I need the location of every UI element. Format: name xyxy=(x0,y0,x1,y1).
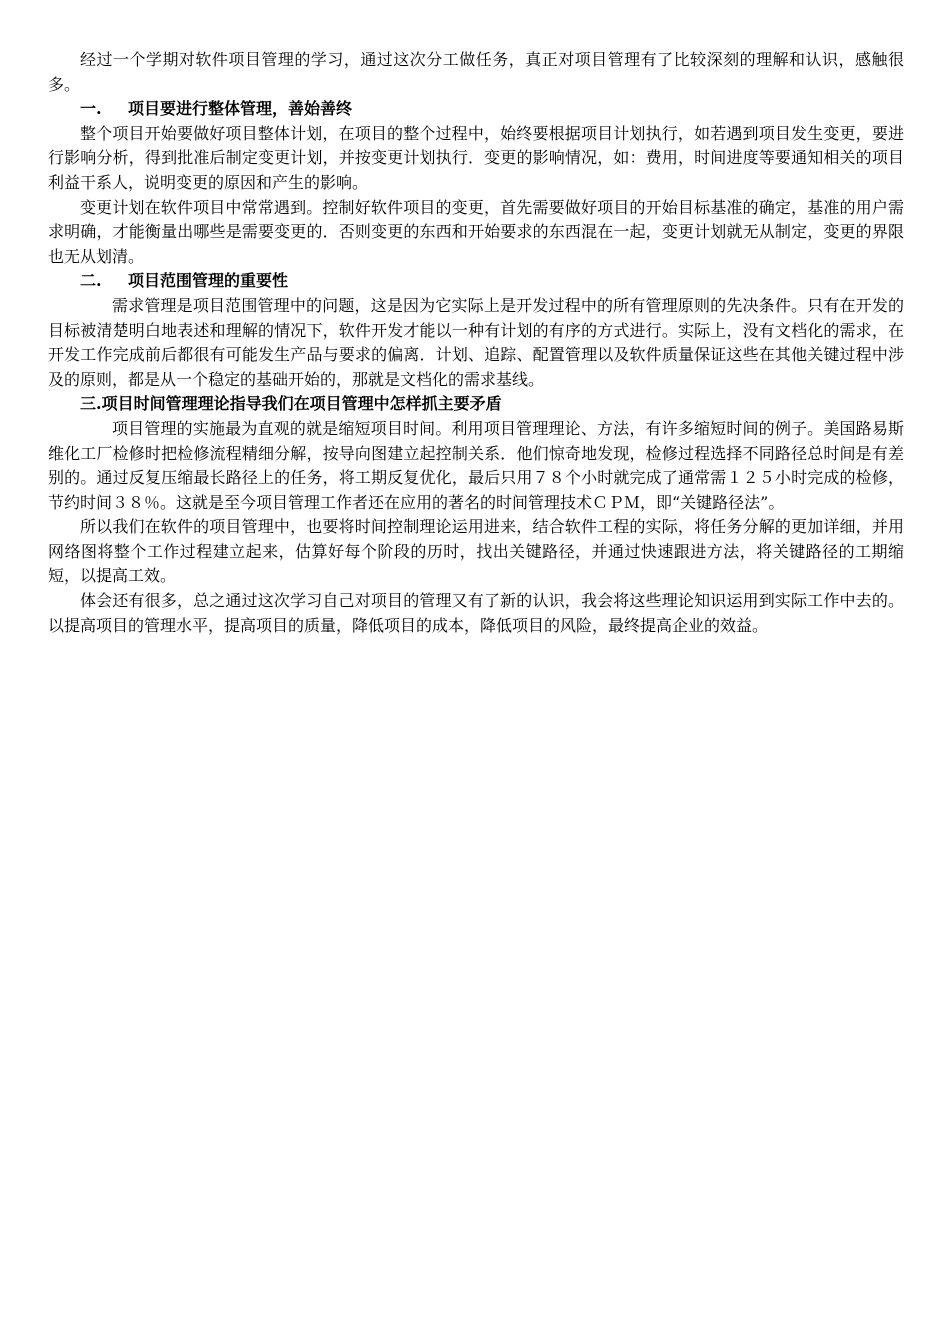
section-2-title: 项目范围管理的重要性 xyxy=(128,271,289,291)
section-3-paragraph: 所以我们在软件的项目管理中，也要将时间控制理论运用进来，结合软件工程的实际，将任务分解的更加详细，并用网络图将整个工作过程建立起来，估算好每个阶段的历时，找出关键路径，并通过快速跟进方法，将关键路径的工期缩短，以提高工效。 xyxy=(48,517,904,586)
section-3-heading xyxy=(48,392,904,417)
section-2-number: 二. xyxy=(80,271,102,291)
intro-paragraph: 经过一个学期对软件项目管理的学习，通过这次分工做任务，真正对项目管理有了比较深刻的理解和认识，感触很多。 xyxy=(48,50,904,94)
section-1-number: 一. xyxy=(80,99,102,119)
section-3-paragraph: 项目管理的实施最为直观的就是缩短项目时间。利用项目管理理论、方法，有许多缩短时间的例子。美国路易斯维化工厂检修时把检修流程精细分解，按导向图建立起控制关系．他们惊奇地发现，检修过程选择不同路径总时间是有差别的。通过反复压缩最长路径上的任务，将工期反复优化，最后只用７８个小时就完成了通常需１２５小时完成的检修，节约时间３８％。这就是至今项目管理工作者还在应用的著名的时间管理技术ＣＰＭ，即“关键路径法”。 xyxy=(48,418,904,512)
section-3-title: 项目时间管理理论指导我们在项目管理中怎样抓主要矛盾 xyxy=(101,394,502,414)
section-2-paragraph: 需求管理是项目范围管理中的问题，这是因为它实际上是开发过程中的所有管理原则的先决条件。只有在开发的目标被清楚明白地表述和理解的情况下，软件开发才能以一种有计划的有序的方式进行。实际上，没有文档化的需求，在开发工作完成前后都很有可能发生产品与要求的偏离．计划、追踪、配置管理以及软件质量保证这些在其他关键过程中涉及的原则，都是从一个稳定的基础开始的，那就是文档化的需求基线。 xyxy=(48,295,904,389)
section-3-number: 三. xyxy=(80,394,102,414)
section-2-heading xyxy=(48,269,904,294)
section-1-paragraph: 整个项目开始要做好项目整体计划，在项目的整个过程中，始终要根据项目计划执行，如若遇到项目发生变更，要进行影响分析，得到批准后制定变更计划，并按变更计划执行．变更的影响情况，如：费用，时间进度等要通知相关的项目利益干系人，说明变更的原因和产生的影响。 xyxy=(48,123,904,192)
document-page xyxy=(48,48,904,638)
section-1-paragraph: 变更计划在软件项目中常常遇到。控制好软件项目的变更，首先需要做好项目的开始目标基准的确定，基准的用户需求明确，才能衡量出哪些是需要变更的．否则变更的东西和开始要求的东西混在一起，变更计划就无从制定，变更的界限也无从划清。 xyxy=(48,197,904,266)
section-1-title: 项目要进行整体管理，善始善终 xyxy=(128,99,353,119)
conclusion-paragraph: 体会还有很多，总之通过这次学习自己对项目的管理又有了新的认识，我会将这些理论知识运用到实际工作中去的。以提高项目的管理水平，提高项目的质量，降低项目的成本，降低项目的风险，最终提高企业的效益。 xyxy=(48,591,904,635)
section-1-heading xyxy=(48,97,904,122)
